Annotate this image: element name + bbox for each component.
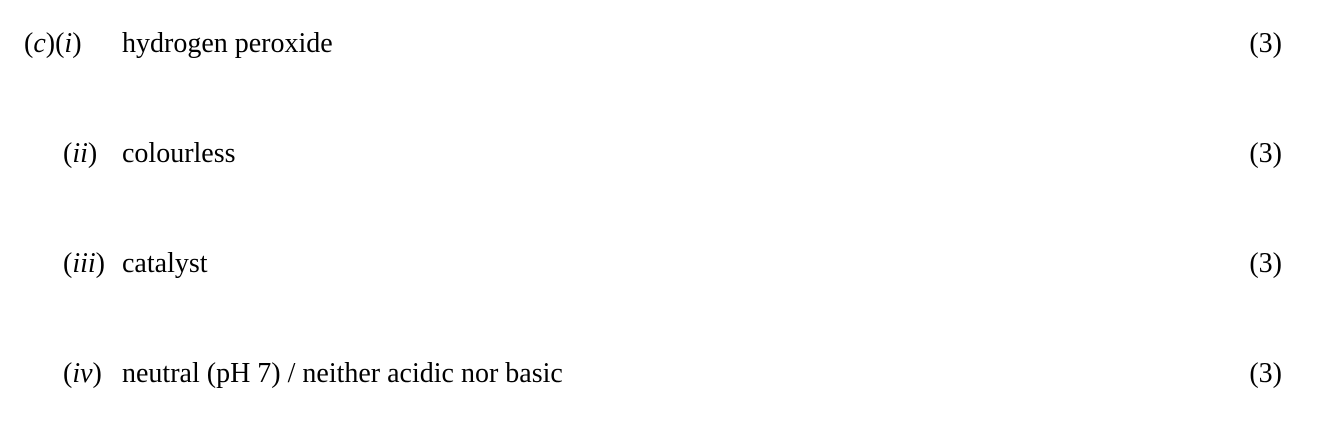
answer-row-c-i [0, 22, 1344, 66]
question-label: (iv) [63, 358, 102, 389]
answer-text: catalyst [122, 248, 208, 279]
question-label: (iii) [63, 248, 105, 279]
answer-text: colourless [122, 138, 236, 169]
answer-text: neutral (pH 7) / neither acidic nor basic [122, 358, 563, 389]
answer-row-ii [0, 132, 1344, 176]
answer-text: hydrogen peroxide [122, 28, 333, 59]
answer-row-iv [0, 352, 1344, 396]
question-label: (ii) [63, 138, 98, 169]
marks: (3) [1249, 138, 1282, 169]
marks: (3) [1249, 28, 1282, 59]
answer-row-iii [0, 242, 1344, 286]
marks: (3) [1249, 248, 1282, 279]
marks: (3) [1249, 358, 1282, 389]
question-label: (c)(i) [24, 28, 82, 59]
